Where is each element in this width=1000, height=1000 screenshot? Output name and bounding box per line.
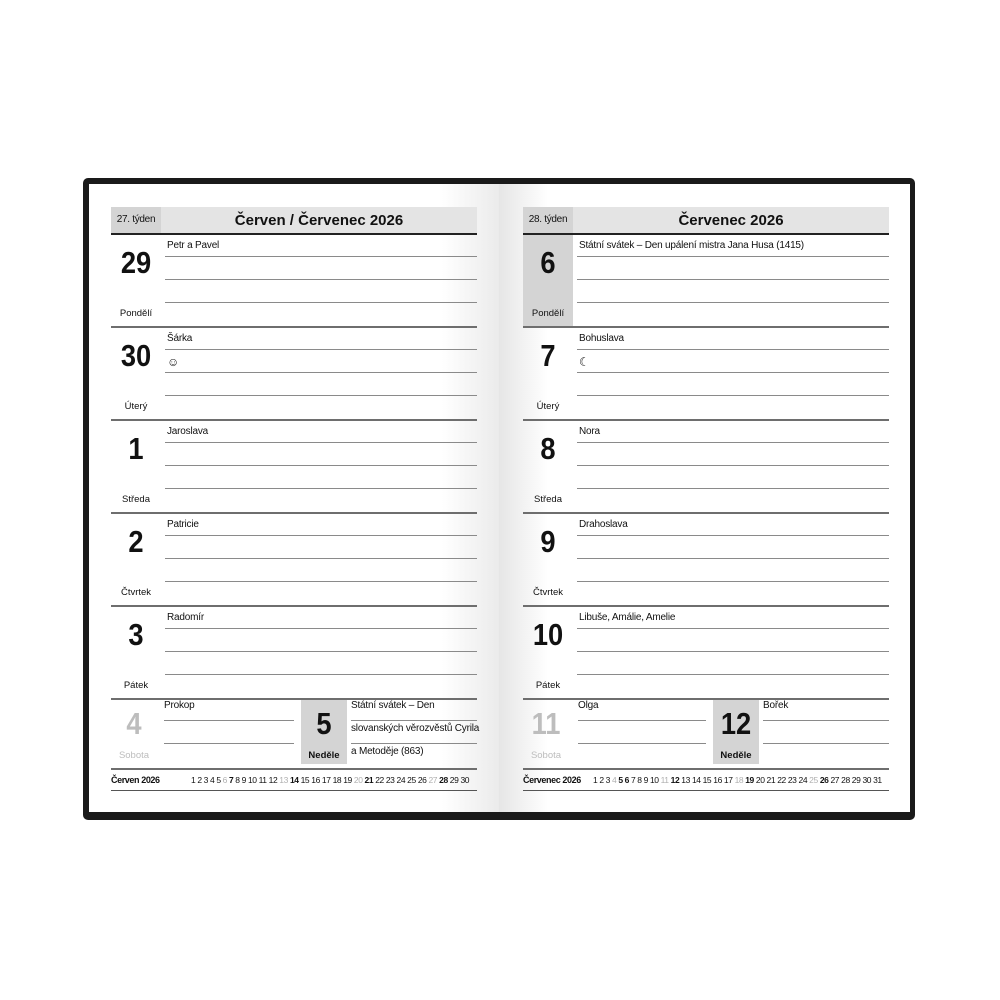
mini-calendar-day: 5: [618, 775, 623, 785]
week-label: 27. týden: [111, 207, 161, 233]
day-box: [523, 607, 573, 699]
mini-calendar-day: 30: [862, 775, 872, 785]
mini-calendar: [523, 770, 889, 790]
writing-line: [165, 651, 477, 652]
writing-line: [577, 488, 889, 489]
writing-line: [165, 442, 477, 443]
day-number: 1: [128, 431, 144, 466]
mini-calendar-day: 17: [723, 775, 733, 785]
writing-line: [578, 743, 706, 744]
day-name: Úterý: [124, 401, 148, 412]
day-name: Čtvrtek: [532, 587, 564, 598]
mini-calendar-days: [191, 770, 471, 790]
mini-calendar-day: 2: [599, 775, 604, 785]
writing-line: [165, 349, 477, 350]
day-name: Pátek: [535, 680, 561, 691]
day-box: [523, 328, 573, 420]
mini-calendar-day: 9: [643, 775, 648, 785]
sunday-names-day: Bořek: [763, 700, 789, 711]
day-box: [111, 235, 161, 327]
mini-calendar-day: 23: [385, 775, 395, 785]
day-block: [111, 514, 477, 607]
names-day: Státní svátek – Den upálení mistra Jana Husa (1415): [579, 240, 804, 251]
day-block: [523, 235, 889, 328]
mini-calendar-day: 10: [649, 775, 659, 785]
day-block: [523, 328, 889, 421]
day-name: Úterý: [536, 401, 560, 412]
mini-calendar-day: 12: [670, 775, 680, 785]
writing-line: [165, 302, 477, 303]
day-block: [523, 421, 889, 514]
mini-calendar-day: 24: [798, 775, 808, 785]
mini-calendar-day: 13: [279, 775, 288, 785]
mini-calendar-day: 16: [713, 775, 722, 785]
names-day: Šárka: [167, 333, 193, 344]
day-number: 29: [120, 245, 152, 280]
mini-calendar-day: 7: [630, 775, 636, 785]
writing-line: [577, 558, 889, 559]
day-name: Pondělí: [531, 308, 565, 319]
writing-line: [577, 279, 889, 280]
mini-calendar-day: 3: [203, 775, 208, 785]
mini-calendar-day: 19: [343, 775, 352, 785]
sunday-number: 12: [720, 706, 752, 741]
mini-calendar-day: 3: [605, 775, 610, 785]
mini-calendar-day: 23: [787, 775, 797, 785]
day-name: Středa: [122, 494, 150, 505]
mini-calendar-day: 19: [745, 775, 754, 785]
mini-calendar-day: 28: [841, 775, 850, 785]
mini-calendar-day: 26: [819, 775, 829, 785]
day-block: [111, 235, 477, 328]
day-number: 9: [540, 524, 556, 559]
writing-line: [763, 720, 889, 721]
day-block: [523, 607, 889, 700]
writing-line: [577, 256, 889, 257]
mini-calendar-day: 18: [734, 775, 744, 785]
names-day: Nora: [579, 426, 600, 437]
mini-calendar-day: 10: [247, 775, 257, 785]
writing-line: [165, 535, 477, 536]
writing-line: [164, 743, 294, 744]
day-block: [111, 607, 477, 700]
mini-calendar-days: [593, 770, 884, 790]
writing-line: [164, 720, 294, 721]
day-box: [111, 421, 161, 513]
mini-calendar-day: 12: [268, 775, 278, 785]
writing-line: [577, 302, 889, 303]
mini-calendar-day: 11: [660, 775, 669, 785]
writing-line: [165, 372, 477, 373]
sunday-holiday-line-3: a Metoděje (863): [351, 746, 424, 757]
names-day: Bohuslava: [579, 333, 624, 344]
mini-calendar-day: 26: [417, 775, 427, 785]
day-name: Středa: [534, 494, 562, 505]
day-name: Pondělí: [119, 308, 153, 319]
day-number: 7: [540, 338, 556, 373]
writing-line: [165, 581, 477, 582]
mini-calendar-day: 29: [851, 775, 861, 785]
day-number: 3: [128, 617, 144, 652]
mini-calendar-day: 1: [191, 775, 196, 785]
writing-line: [578, 720, 706, 721]
sunday-name: Neděle: [308, 750, 340, 761]
weekend-row: [111, 700, 480, 764]
mini-calendar-bottom-rule: [111, 790, 477, 791]
writing-line: [351, 743, 477, 744]
writing-line: [577, 581, 889, 582]
mini-calendar-day: 8: [637, 775, 642, 785]
day-name: Pátek: [123, 680, 149, 691]
writing-line: [577, 372, 889, 373]
month-title: Červenec 2026: [573, 207, 889, 233]
day-box: [111, 514, 161, 606]
moon-icon: ☾: [579, 355, 590, 369]
mini-calendar-day: 25: [407, 775, 416, 785]
mini-calendar-day: 24: [396, 775, 406, 785]
mini-calendar-day: 2: [197, 775, 202, 785]
mini-calendar-day: 29: [449, 775, 459, 785]
writing-line: [577, 442, 889, 443]
writing-line: [165, 674, 477, 675]
mini-calendar-day: 17: [321, 775, 331, 785]
mini-calendar-day: 21: [364, 775, 374, 785]
writing-line: [165, 488, 477, 489]
writing-line: [763, 743, 889, 744]
right-page: [499, 184, 910, 812]
mini-calendar-day: 11: [258, 775, 267, 785]
day-box: [523, 514, 573, 606]
mini-calendar-day: 14: [691, 775, 701, 785]
mini-calendar-day: 21: [766, 775, 776, 785]
mini-calendar-day: 13: [681, 775, 690, 785]
mini-calendar-day: 4: [209, 775, 215, 785]
day-number: 8: [540, 431, 556, 466]
mini-calendar-title: Červenec 2026: [523, 775, 581, 785]
day-box: [523, 235, 573, 327]
mini-calendar-day: 22: [375, 775, 384, 785]
saturday-number: 11: [531, 706, 561, 741]
mini-calendar-day: 31: [873, 775, 882, 785]
right-page-header: [523, 207, 889, 233]
day-box: [111, 328, 161, 420]
mini-calendar-day: 25: [809, 775, 818, 785]
names-day: Petr a Pavel: [167, 240, 220, 251]
mini-calendar-day: 30: [460, 775, 470, 785]
mini-calendar-day: 27: [830, 775, 840, 785]
mini-calendar: [111, 770, 477, 790]
sunday-name: Neděle: [720, 750, 752, 761]
mini-calendar-day: 28: [439, 775, 448, 785]
day-number: 2: [128, 524, 144, 559]
writing-line: [577, 628, 889, 629]
writing-line: [577, 651, 889, 652]
mini-calendar-bottom-rule: [523, 790, 889, 791]
mini-calendar-day: 5: [216, 775, 221, 785]
writing-line: [577, 674, 889, 675]
mini-calendar-day: 27: [428, 775, 438, 785]
smiley-icon: ☺: [167, 355, 180, 369]
day-number: 6: [540, 245, 556, 280]
mini-calendar-title: Červen 2026: [111, 775, 160, 785]
writing-line: [165, 256, 477, 257]
writing-line: [165, 279, 477, 280]
weekend-row: [523, 700, 889, 764]
saturday-name: Sobota: [118, 750, 150, 761]
month-title: Červen / Červenec 2026: [161, 207, 477, 233]
writing-line: [351, 720, 477, 721]
names-day: Libuše, Amálie, Amelie: [579, 612, 676, 623]
mini-calendar-day: 16: [311, 775, 320, 785]
writing-line: [165, 395, 477, 396]
names-day: Patricie: [167, 519, 199, 530]
day-block: [111, 421, 477, 514]
mini-calendar-day: 7: [228, 775, 234, 785]
mini-calendar-day: 20: [755, 775, 765, 785]
writing-line: [577, 535, 889, 536]
names-day: Radomír: [167, 612, 204, 623]
mini-calendar-day: 15: [702, 775, 712, 785]
names-day: Jaroslava: [167, 426, 208, 437]
left-page: [89, 184, 499, 812]
mini-calendar-day: 20: [353, 775, 363, 785]
saturday-names-day: Prokop: [164, 700, 195, 711]
day-block: [111, 328, 477, 421]
mini-calendar-day: 1: [593, 775, 598, 785]
mini-calendar-day: 15: [300, 775, 310, 785]
saturday-number: 4: [126, 706, 142, 741]
mini-calendar-day: 6: [222, 775, 227, 785]
left-page-header: [111, 207, 477, 233]
day-block: [523, 514, 889, 607]
mini-calendar-day: 14: [289, 775, 299, 785]
saturday-names-day: Olga: [578, 700, 599, 711]
week-label: 28. týden: [523, 207, 573, 233]
day-box: [523, 421, 573, 513]
mini-calendar-day: 22: [777, 775, 786, 785]
mini-calendar-day: 4: [611, 775, 617, 785]
day-name: Čtvrtek: [120, 587, 152, 598]
saturday-name: Sobota: [530, 750, 562, 761]
writing-line: [577, 395, 889, 396]
day-number: 10: [532, 617, 564, 652]
mini-calendar-day: 18: [332, 775, 342, 785]
names-day: Drahoslava: [579, 519, 628, 530]
day-box: [111, 607, 161, 699]
sunday-number: 5: [316, 706, 332, 741]
writing-line: [165, 465, 477, 466]
day-number: 30: [120, 338, 152, 373]
writing-line: [577, 465, 889, 466]
writing-line: [165, 558, 477, 559]
mini-calendar-day: 6: [624, 775, 629, 785]
sunday-holiday-line-2: slovanských věrozvěstů Cyrila: [351, 723, 480, 734]
mini-calendar-day: 8: [235, 775, 240, 785]
sunday-holiday-line-1: Státní svátek – Den: [351, 700, 435, 711]
writing-line: [577, 349, 889, 350]
writing-line: [165, 628, 477, 629]
mini-calendar-day: 9: [241, 775, 246, 785]
